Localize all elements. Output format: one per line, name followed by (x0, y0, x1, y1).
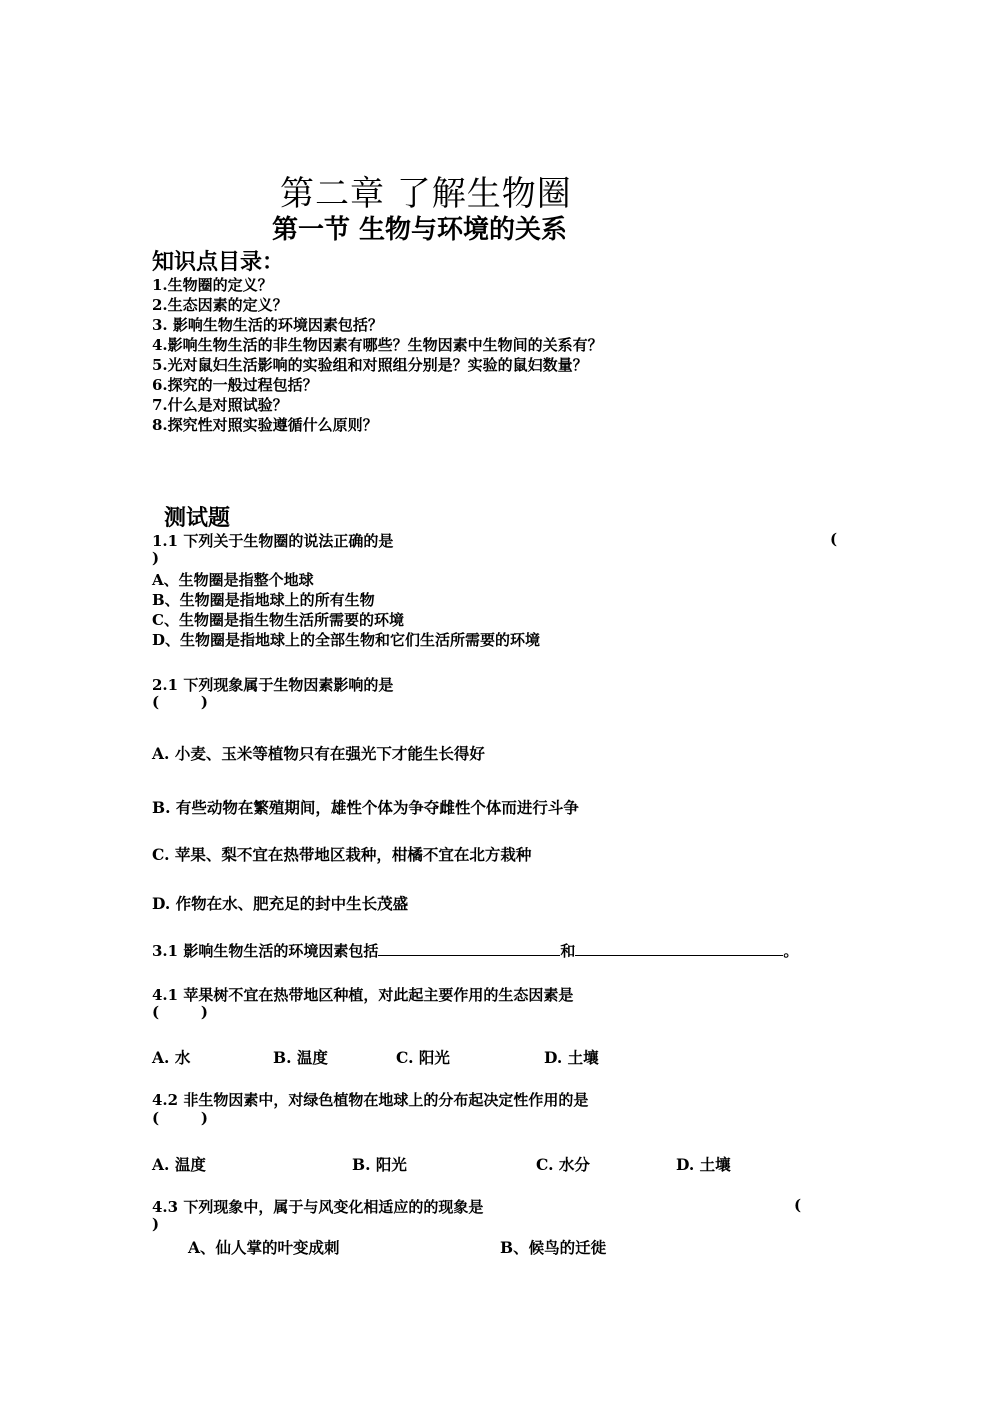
toc-item: 2.生态因素的定义？ (152, 296, 288, 314)
page-subtitle: 第一节 生物与环境的关系 (272, 215, 568, 245)
conjunction: 和 (560, 942, 576, 960)
option: A. 水 (152, 1048, 191, 1067)
toc-item: 5.光对鼠妇生活影响的实验组和对照组分别是？实验的鼠妇数量？ (152, 356, 588, 374)
option: A、生物圈是指整个地球 (152, 571, 314, 589)
toc-item: 3. 影响生物生活的环境因素包括？ (152, 316, 383, 334)
toc-item: 6.探究的一般过程包括？ (152, 376, 318, 394)
answer-blank[interactable] (575, 941, 783, 956)
answer-paren: ( ) (152, 1003, 208, 1021)
toc-item: 8.探究性对照实验遵循什么原则？ (152, 416, 378, 434)
toc-item: 4.影响生物生活的非生物因素有哪些？生物因素中生物间的关系有？ (152, 336, 603, 354)
answer-paren: ( ) (152, 693, 208, 711)
option: C. 苹果、梨不宜在热带地区栽种，柑橘不宜在北方栽种 (152, 845, 532, 864)
option: A. 小麦、玉米等植物只有在强光下才能生长得好 (152, 744, 485, 763)
option: D. 作物在水、肥充足的封中生长茂盛 (152, 894, 409, 913)
question-stem: 4.2 非生物因素中，对绿色植物在地球上的分布起决定性作用的是 (152, 1091, 589, 1109)
question-stem: 4.3 下列现象中，属于与风变化相适应的的现象是 (152, 1198, 484, 1216)
question-stem: 4.1 苹果树不宜在热带地区种植，对此起主要作用的生态因素是 (152, 986, 574, 1004)
page-title: 第二章 了解生物圈 (280, 174, 572, 214)
sentence-end: 。 (783, 942, 799, 960)
toc-item: 1.生物圈的定义？ (152, 276, 273, 294)
option: A、仙人掌的叶变成刺 (188, 1238, 340, 1257)
test-heading: 测试题 (164, 505, 231, 531)
option: D、生物圈是指地球上的全部生物和它们生活所需要的环境 (152, 631, 541, 649)
option: C、生物圈是指生物生活所需要的环境 (152, 611, 404, 629)
toc-heading: 知识点目录： (152, 249, 285, 275)
toc-item: 7.什么是对照试验？ (152, 396, 288, 414)
answer-paren: ( ) (152, 1109, 208, 1127)
option: B. 有些动物在繁殖期间，雄性个体为争夺雌性个体而进行斗争 (152, 798, 579, 817)
option: B. 温度 (273, 1048, 328, 1067)
option: B、候鸟的迁徙 (500, 1238, 607, 1257)
option: D. 土壤 (676, 1155, 731, 1174)
option: A. 温度 (152, 1155, 206, 1174)
option: D. 土壤 (544, 1048, 599, 1067)
answer-paren-close: ) (152, 549, 160, 567)
question-stem: 2.1 下列现象属于生物因素影响的是 (152, 676, 394, 694)
option: B、生物圈是指地球上的所有生物 (152, 591, 375, 609)
option: B. 阳光 (352, 1155, 407, 1174)
option: C. 阳光 (396, 1048, 450, 1067)
fill-in-question (152, 940, 798, 961)
answer-paren-close: ) (152, 1215, 160, 1233)
answer-blank[interactable] (378, 941, 560, 956)
answer-paren-open: ( (794, 1196, 802, 1214)
question-stem: 3.1 影响生物生活的环境因素包括 (152, 942, 379, 960)
question-stem: 1.1 下列关于生物圈的说法正确的是 (152, 532, 394, 550)
answer-paren-open: ( (830, 530, 838, 548)
option: C. 水分 (536, 1155, 590, 1174)
